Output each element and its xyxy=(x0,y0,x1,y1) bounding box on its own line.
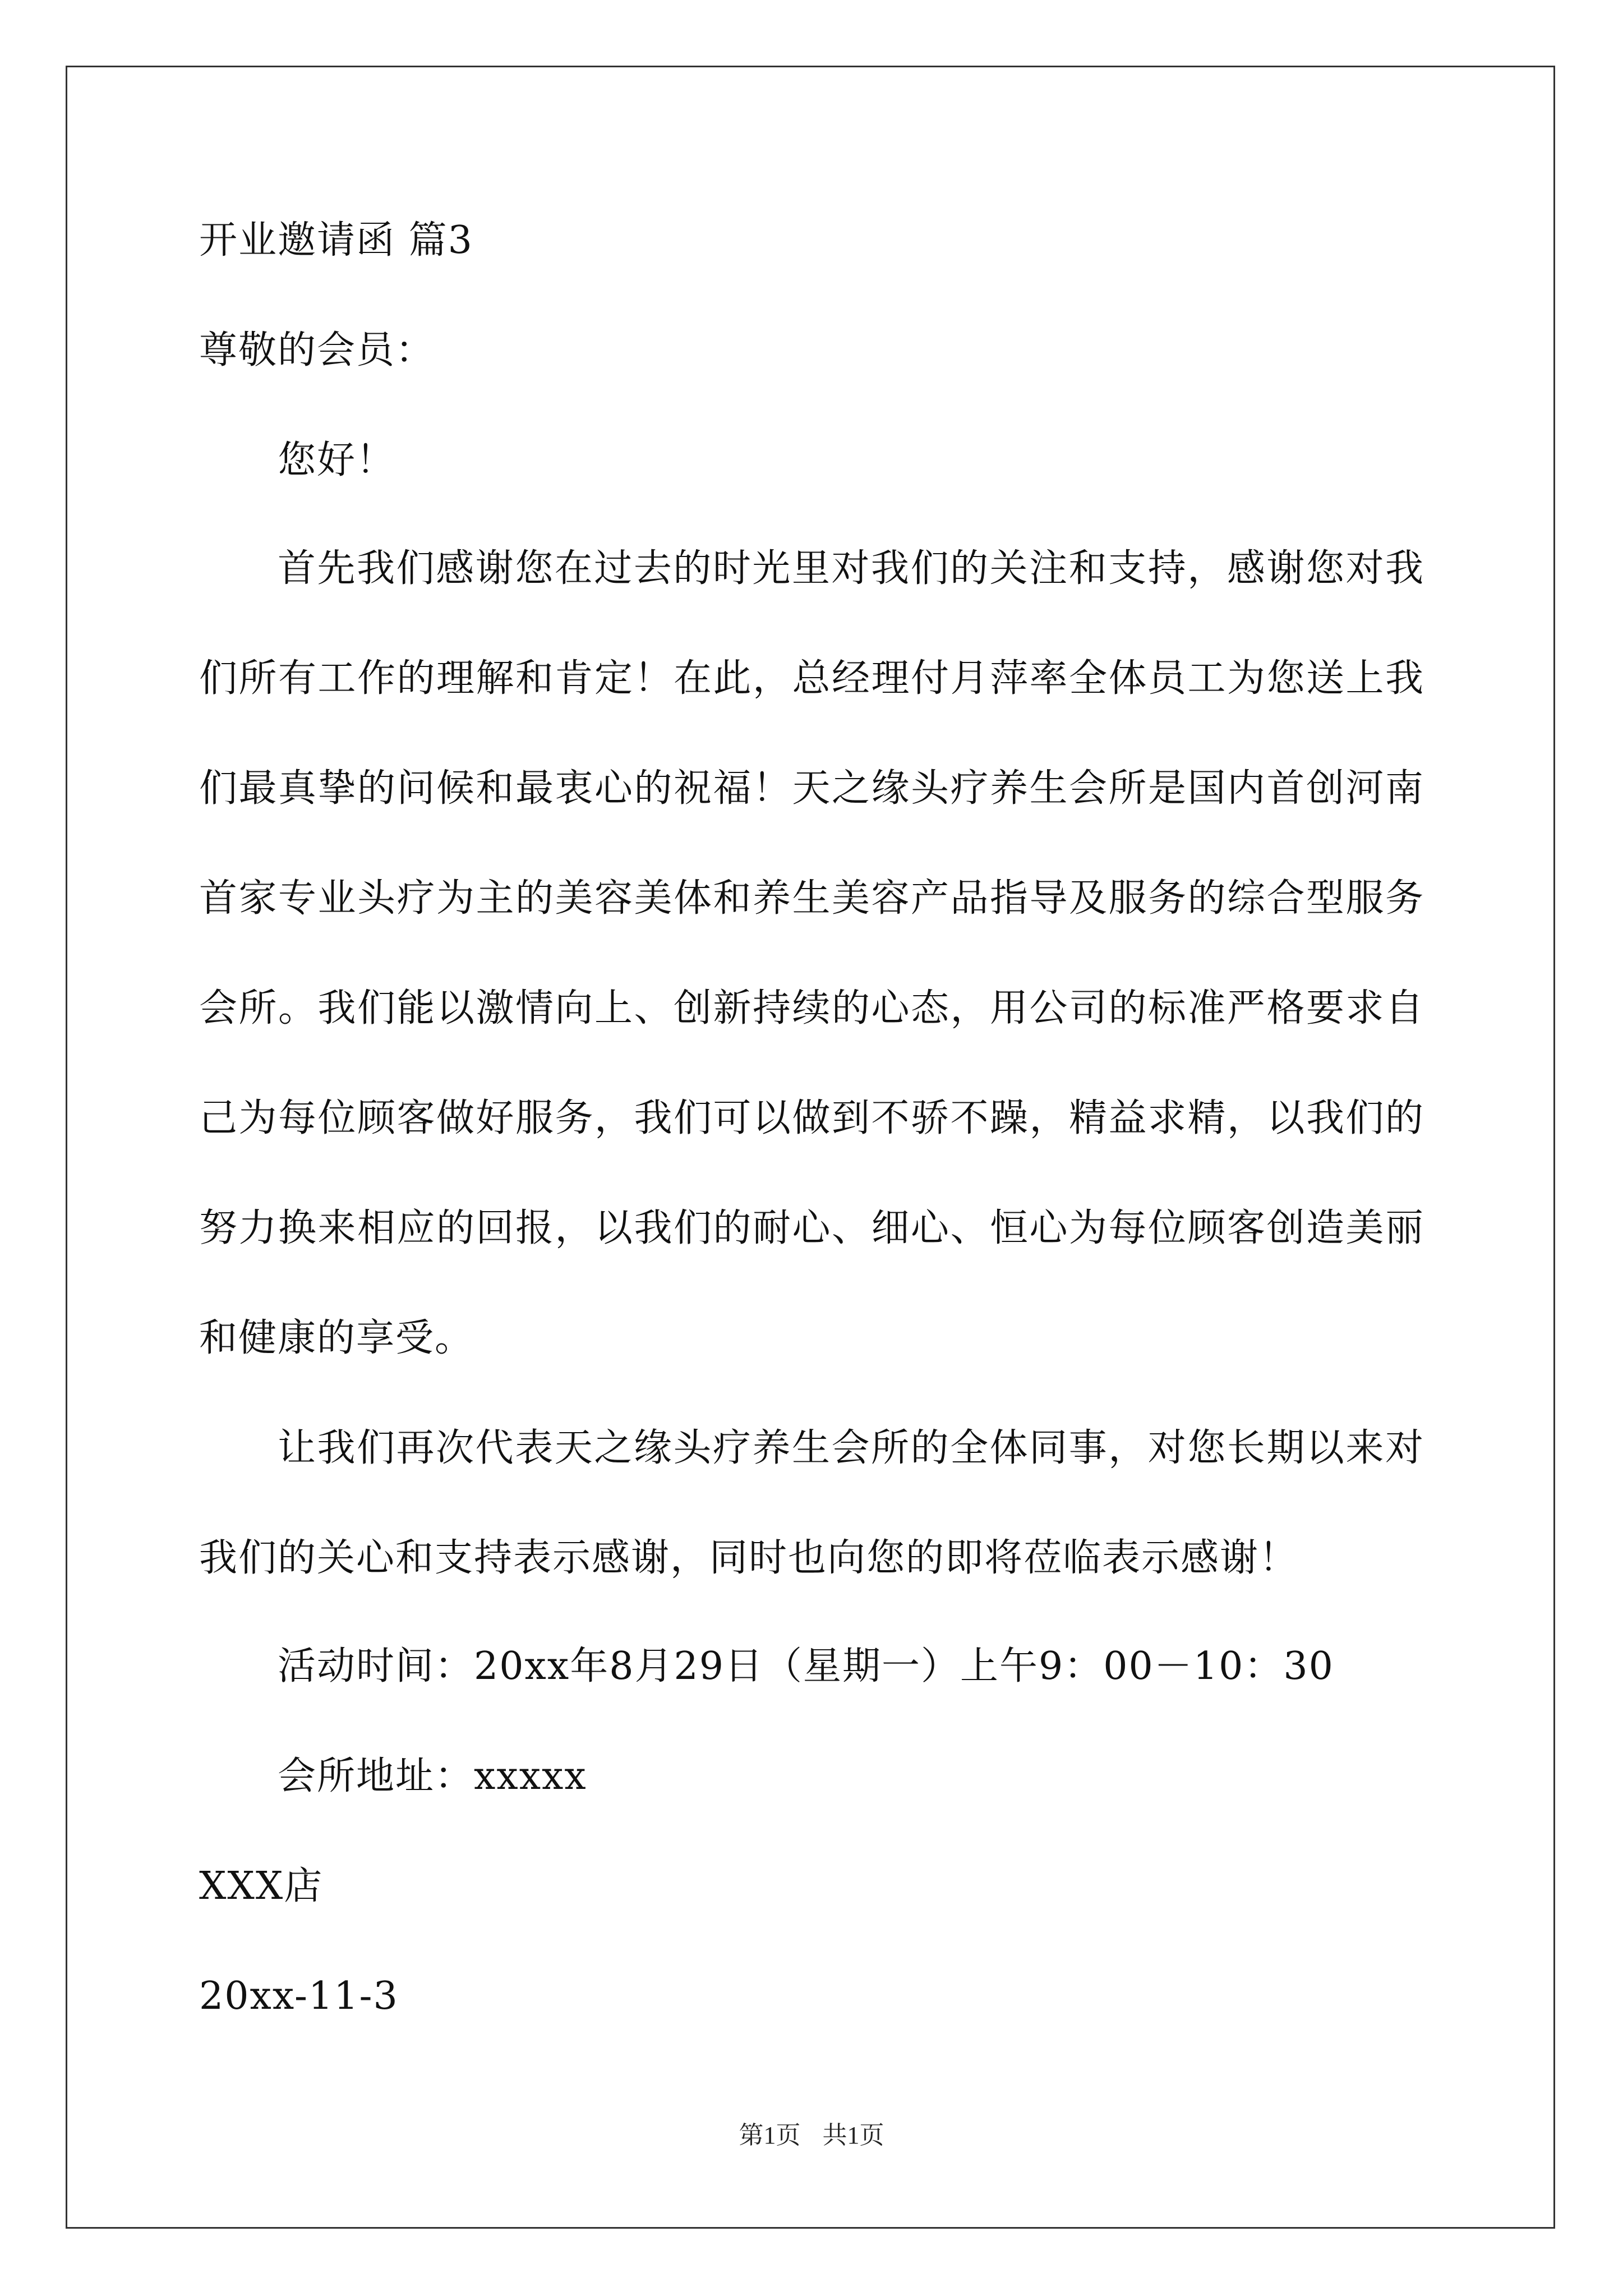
document-title: 开业邀请函 篇3 xyxy=(199,218,473,263)
salutation: 尊敬的会员： xyxy=(199,328,435,372)
page-number-total: 共1页 xyxy=(822,2122,884,2149)
page-footer xyxy=(0,2115,1623,2151)
page-number-current: 第1页 xyxy=(739,2122,801,2149)
body-paragraph-2: 让我们再次代表天之缘头疗养生会所的全体同事，对您长期以来对我们的关心和支持表示感谢，同时也向您的即将莅临表示感谢！ xyxy=(199,1426,1424,1580)
signature: XXX店 xyxy=(199,1864,324,1908)
signature-date: 20xx-11-3 xyxy=(199,1974,399,2018)
greeting: 您好！ xyxy=(278,438,396,482)
body-paragraph-1: 首先我们感谢您在过去的时光里对我们的关注和支持，感谢您对我们所有工作的理解和肯定！在此，总经理付月萍率全体员工为您送上我们最真挚的问候和最衷心的祝福！天之缘头疗养生会所是国内首创河南首家专业头疗为主的美容美体和养生美容产品指导及服务的综合型服务会所。我们能以激情向上、创新持续的心态，用公司的标准严格要求自己为每位顾客做好服务，我们可以做到不骄不躁，精益求精，以我们的努力换来相应的回报，以我们的耐心、细心、恒心为每位顾客创造美丽和健康的享受。 xyxy=(199,546,1424,1360)
address: 会所地址：xxxxx xyxy=(278,1754,587,1798)
document-body xyxy=(199,218,1424,2018)
event-time: 活动时间：20xx年8月29日（星期一）上午9：00－10：30 xyxy=(278,1644,1334,1688)
